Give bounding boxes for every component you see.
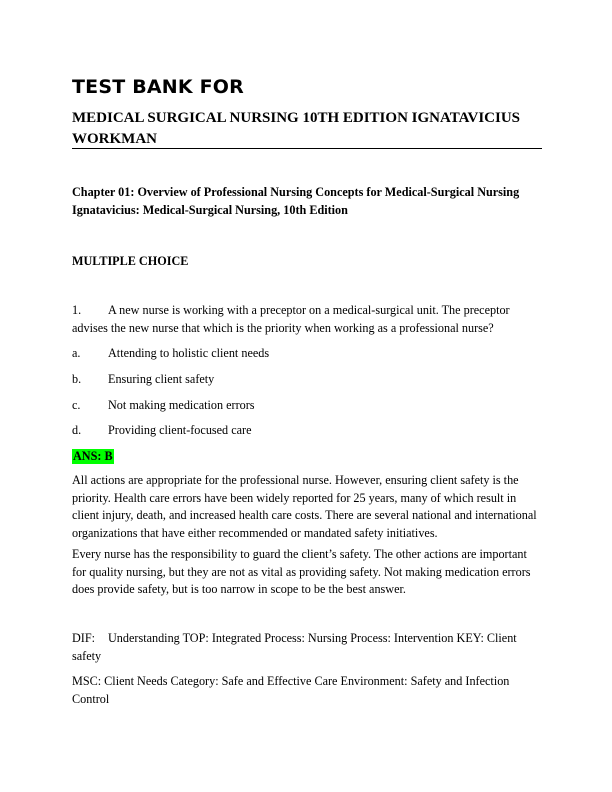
difficulty-meta <box>72 630 542 665</box>
dif-details: Understanding TOP: Integrated Process: Nursing Process: Intervention KEY: Client safety <box>72 631 517 663</box>
test-bank-heading: TEST BANK FOR <box>72 76 244 98</box>
rationale-paragraph-1: All actions are appropriate for the professional nurse. However, ensuring client safety is the priority. Health care errors have been widely reported for 25 years, many of which result in client injury, death, and increased health care costs. There are several national and international organizations that have either recommended or mandated safety initiatives. <box>72 473 537 540</box>
option-c <box>72 397 255 414</box>
chapter-title: Chapter 01: Overview of Professional Nursing Concepts for Medical-Surgical Nursing <box>72 185 520 199</box>
title-divider <box>72 148 542 149</box>
book-subtitle: Ignatavicius: Medical-Surgical Nursing, 10th Edition <box>72 203 348 217</box>
question-text: A new nurse is working with a preceptor on a medical-surgical unit. The preceptor advises the new nurse that which is the priority when working as a professional nurse? <box>72 303 510 335</box>
answer-key-highlight: ANS: B <box>73 449 113 463</box>
question-number: 1. <box>72 303 82 317</box>
option-letter: c. <box>72 398 81 412</box>
option-text: Attending to holistic client needs <box>108 346 270 360</box>
option-b <box>72 371 214 388</box>
chapter-heading <box>72 183 542 219</box>
option-letter: a. <box>72 346 81 360</box>
option-text: Providing client-focused care <box>108 423 252 437</box>
rationale-paragraph-2: Every nurse has the responsibility to guard the client’s safety. The other actions are important for quality nursing, but they are not as vital as providing safety. Not making medication errors does provide safety, but is too narrow in scope to be the best answer. <box>72 547 531 596</box>
option-text: Not making medication errors <box>108 398 255 412</box>
option-letter: d. <box>72 423 82 437</box>
question-stem <box>72 302 544 337</box>
option-text: Ensuring client safety <box>108 372 215 386</box>
option-d <box>72 422 252 439</box>
section-title: MULTIPLE CHOICE <box>72 254 189 268</box>
book-title: MEDICAL SURGICAL NURSING 10TH EDITION IGNATAVICIUS WORKMAN <box>72 110 521 147</box>
client-needs-meta: MSC: Client Needs Category: Safe and Effective Care Environment: Safety and Infection Control <box>72 674 510 706</box>
option-a <box>72 345 269 362</box>
option-letter: b. <box>72 372 82 386</box>
dif-label: DIF: <box>72 631 96 645</box>
